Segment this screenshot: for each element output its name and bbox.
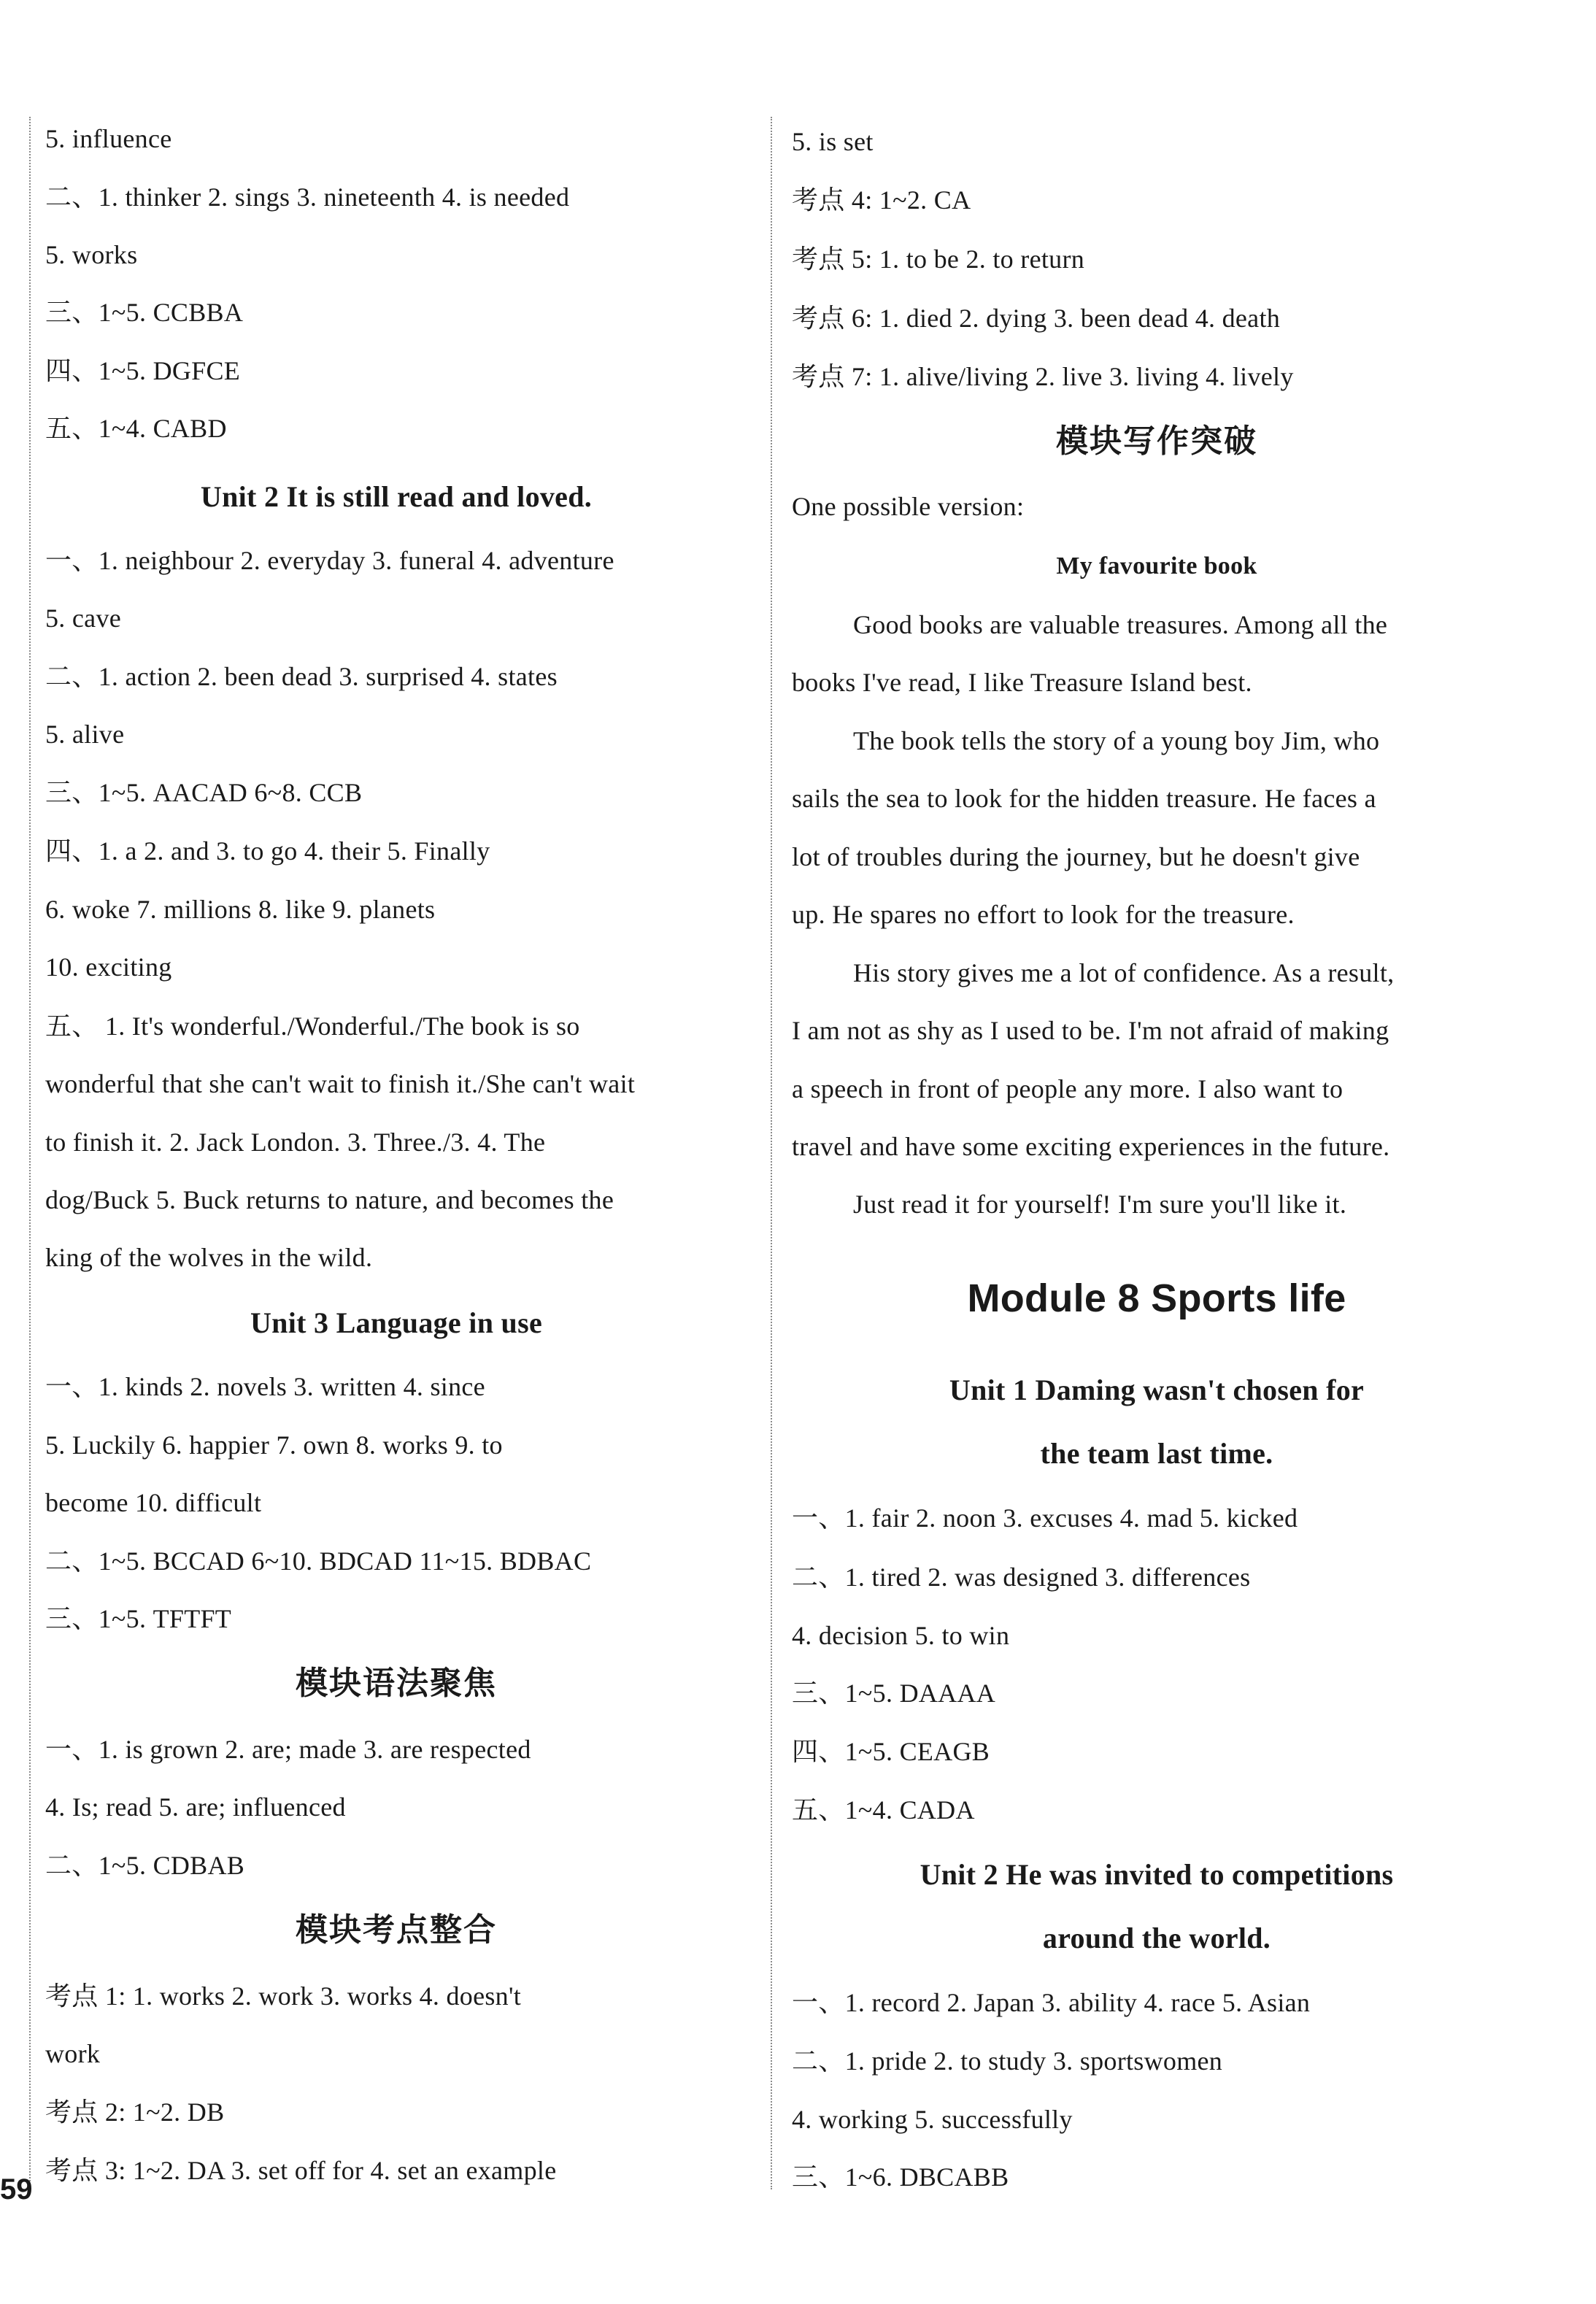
module-heading: Module 8 Sports life <box>967 1276 1346 1320</box>
page-number: 59 <box>0 2173 33 2205</box>
left-margin-rule <box>29 117 31 2189</box>
unit-heading: the team last time. <box>1040 1437 1273 1470</box>
answer-line: 四、1~5. DGFCE <box>45 356 241 385</box>
essay-line: travel and have some exciting experiences in the future. <box>792 1132 1390 1161</box>
answer-line: 一、1. is grown 2. are; made 3. are respected <box>45 1735 531 1764</box>
answer-line: 5. works <box>45 240 138 269</box>
essay-line: His story gives me a lot of confidence. As a result, <box>853 958 1395 987</box>
essay-line: sails the sea to look for the hidden treasure. He faces a <box>792 784 1376 813</box>
unit-heading: Unit 2 He was invited to competitions <box>920 1858 1394 1891</box>
essay-line: up. He spares no effort to look for the treasure. <box>792 900 1295 929</box>
essay-line <box>792 666 1252 698</box>
answer-line: 三、1~5. DAAAA <box>792 1679 996 1708</box>
answer-line: 二、1. pride 2. to study 3. sportswomen <box>792 2046 1223 2076</box>
answer-line: 考点 3: 1~2. DA 3. set off for 4. set an example <box>45 2156 557 2185</box>
answer-line: 二、1~5. CDBAB <box>45 1851 245 1880</box>
answer-line: 4. working 5. successfully <box>792 2105 1073 2134</box>
answer-line: 五、 1. It's wonderful./Wonderful./The book is so <box>45 1012 580 1041</box>
answer-line: 6. woke 7. millions 8. like 9. planets <box>45 895 436 924</box>
answer-line: 一、1. neighbour 2. everyday 3. funeral 4. adventure <box>45 546 614 575</box>
unit-heading: Unit 2 It is still read and loved. <box>200 480 593 513</box>
answer-line: 二、1. tired 2. was designed 3. differences <box>792 1563 1251 1592</box>
unit-heading: around the world. <box>1042 1922 1271 1954</box>
answer-line: 二、1. action 2. been dead 3. surprised 4. states <box>45 662 558 691</box>
answer-line: 5. is set <box>792 127 874 156</box>
answer-line: 5. cave <box>45 604 122 633</box>
answer-line: 考点 2: 1~2. DB <box>45 2097 225 2127</box>
answer-line: 考点 5: 1. to be 2. to return <box>792 244 1085 274</box>
answer-line: 二、1. thinker 2. sings 3. nineteenth 4. is needed <box>45 182 570 212</box>
essay-line: The book tells the story of a young boy Jim, who <box>853 726 1380 755</box>
answer-line: 5. alive <box>45 720 125 749</box>
answer-line: 五、1~4. CADA <box>792 1795 975 1825</box>
essay-line: I am not as shy as I used to be. I'm not afraid of making <box>792 1016 1389 1045</box>
essay-line-text: books I've read, I like Treasure Island best. <box>792 668 1252 697</box>
column-divider-rule <box>771 117 772 2189</box>
answer-line: wonderful that she can't wait to finish it./She can't wait <box>45 1069 636 1098</box>
answer-line: 5. influence <box>45 124 172 153</box>
section-heading: 模块考点整合 <box>296 1911 497 1949</box>
essay-line: a speech in front of people any more. I also want to <box>792 1074 1344 1103</box>
intro-line: One possible version: <box>792 492 1025 521</box>
essay-title: My favourite book <box>1056 552 1257 579</box>
section-heading: 模块语法聚焦 <box>296 1665 497 1702</box>
answer-line: 三、1~6. DBCABB <box>792 2162 1009 2192</box>
answer-line: 10. exciting <box>45 952 172 982</box>
unit-heading: Unit 1 Daming wasn't chosen for <box>949 1373 1365 1406</box>
answer-line: dog/Buck 5. Buck returns to nature, and becomes the <box>45 1185 614 1214</box>
answer-line: 四、1~5. CEAGB <box>792 1737 990 1766</box>
answer-line: to finish it. 2. Jack London. 3. Three./3. 4. The <box>45 1128 546 1157</box>
answer-line: 考点 1: 1. works 2. work 3. works 4. doesn't <box>45 1981 522 2011</box>
essay-line: Just read it for yourself! I'm sure you'll like it. <box>853 1190 1347 1219</box>
answer-line: 一、1. fair 2. noon 3. excuses 4. mad 5. kicked <box>792 1503 1298 1533</box>
answer-line: 一、1. record 2. Japan 3. ability 4. race 5. Asian <box>792 1988 1311 2017</box>
answer-line: 五、1~4. CABD <box>45 414 227 443</box>
answer-line: 一、1. kinds 2. novels 3. written 4. since <box>45 1372 485 1401</box>
answer-line: 考点 7: 1. alive/living 2. live 3. living 4. lively <box>792 362 1294 391</box>
answer-line: work <box>45 2039 101 2068</box>
answer-line: 4. Is; read 5. are; influenced <box>45 1792 346 1822</box>
answer-line: 三、1~5. TFTFT <box>45 1604 232 1633</box>
answer-line: 三、1~5. AACAD 6~8. CCB <box>45 778 363 807</box>
section-heading: 模块写作突破 <box>1056 423 1257 460</box>
answer-line: king of the wolves in the wild. <box>45 1243 373 1272</box>
answer-line: 4. decision 5. to win <box>792 1621 1010 1650</box>
answer-line: 二、1~5. BCCAD 6~10. BDCAD 11~15. BDBAC <box>45 1546 592 1576</box>
answer-line: 四、1. a 2. and 3. to go 4. their 5. Finally <box>45 836 490 866</box>
essay-line: Good books are valuable treasures. Among all the <box>853 610 1388 639</box>
answer-line: 5. Luckily 6. happier 7. own 8. works 9. to <box>45 1430 503 1460</box>
unit-heading: Unit 3 Language in use <box>250 1306 543 1339</box>
essay-line: lot of troubles during the journey, but he doesn't give <box>792 842 1360 871</box>
answer-line: 考点 4: 1~2. CA <box>792 185 971 215</box>
answer-line: 三、1~5. CCBBA <box>45 298 244 327</box>
answer-line: become 10. difficult <box>45 1488 262 1517</box>
answer-line: 考点 6: 1. died 2. dying 3. been dead 4. death <box>792 304 1281 333</box>
